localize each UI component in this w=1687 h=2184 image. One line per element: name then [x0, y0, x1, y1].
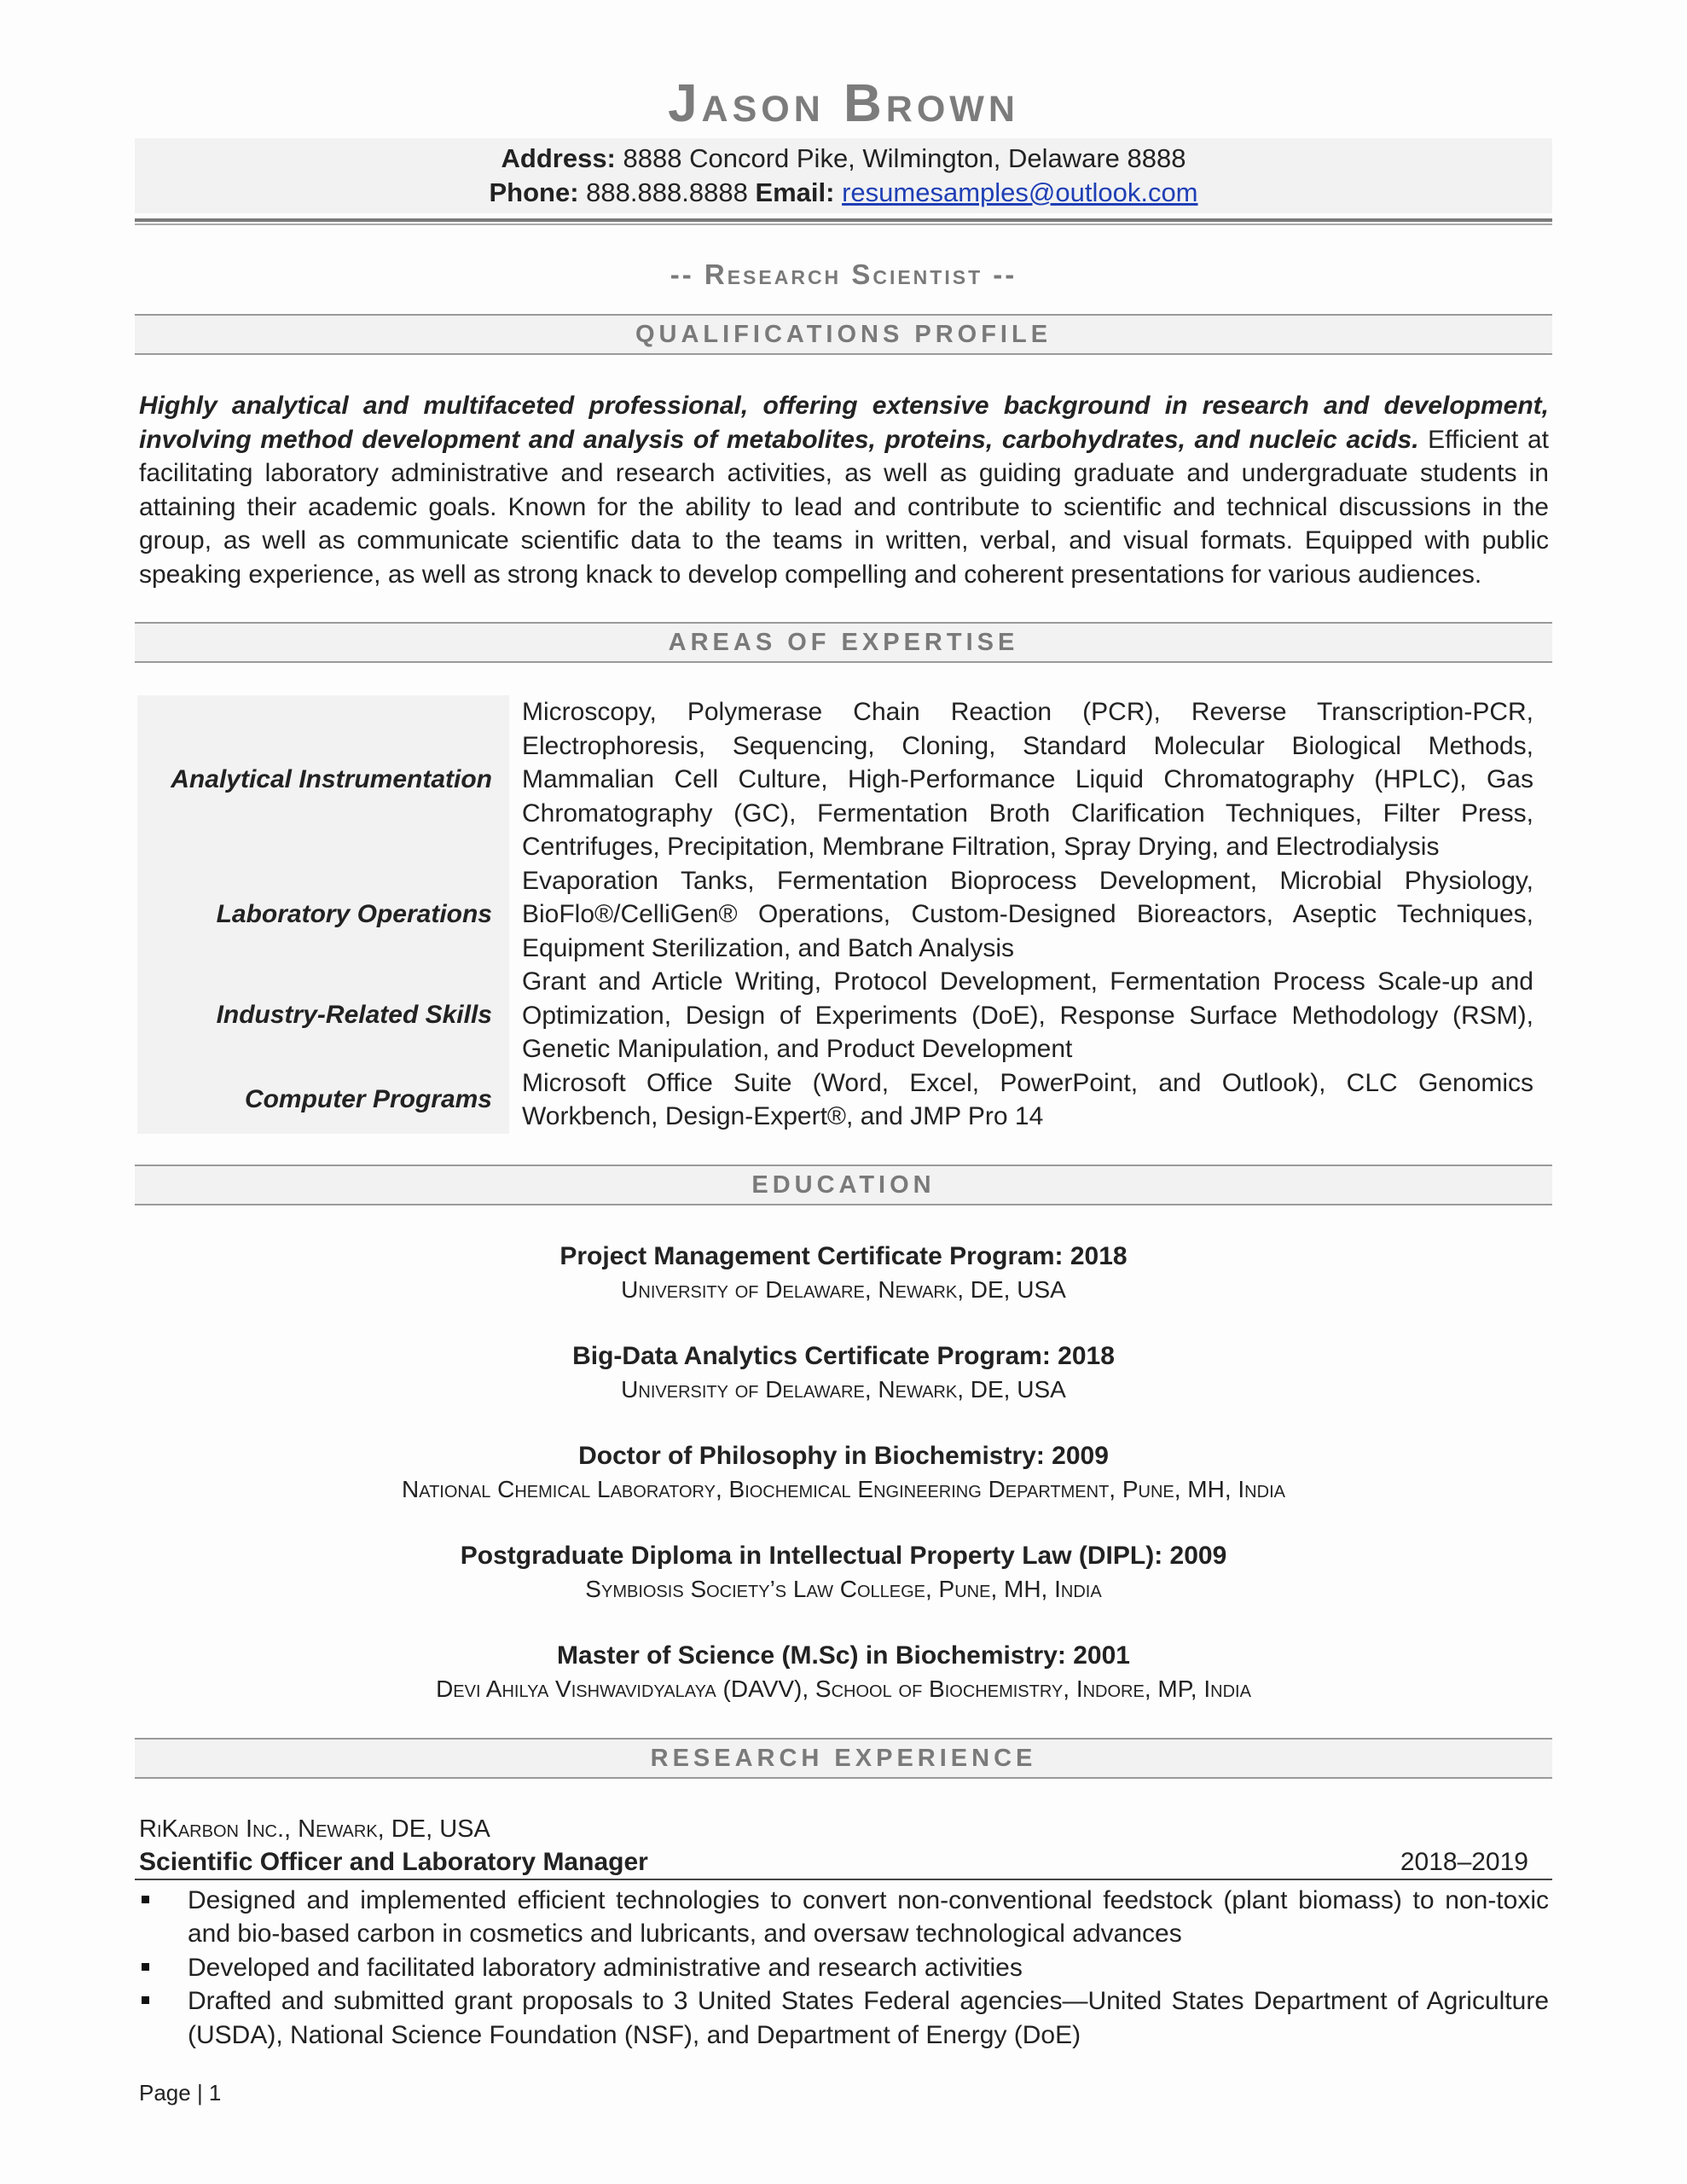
education-item [135, 1240, 1552, 1306]
experience-dates: 2018–2019 [1400, 1847, 1528, 1876]
bullet-text: Drafted and submitted grant proposals to 3 United States Federal agencies—United States Department of Agriculture (USDA), National Science Foundation (NSF), and Department of Energy (DoE) [188, 1987, 1549, 2049]
education-degree: Postgraduate Diploma in Intellectual Property Law (DIPL): 2009 [460, 1541, 1227, 1570]
expertise-value: Evaporation Tanks, Fermentation Bioprocess Development, Microbial Physiology, BioFlo®/CelliGen® Operations, Custom-Designed Bioreactors, Aseptic Techniques, Equipment Sterilization, and Batch Analysis [522, 866, 1533, 962]
section-qualifications-heading: QUALIFICATIONS PROFILE [135, 314, 1552, 355]
education-item [135, 1539, 1552, 1606]
phone-email-line [135, 176, 1552, 210]
email-link[interactable]: resumesamples@outlook.com [842, 177, 1198, 207]
role-title: -- Research Scientist -- [670, 258, 1017, 290]
expertise-label: Laboratory Operations [137, 864, 509, 966]
expertise-row [135, 864, 1552, 966]
experience-job-line [135, 1846, 1552, 1880]
expertise-row [135, 1066, 1552, 1134]
education-item [135, 1439, 1552, 1506]
education-degree: Master of Science (M.Sc) in Biochemistry: 2001 [557, 1641, 1130, 1670]
profile-body: Efficient at facilitating laboratory administrative and research activities, as well as guiding graduate and undergraduate students in attaining their academic goals. Known for the ability to lead and contribute to scientific and technical discussions in the group, as well as communicate scientific data to the teams in written, verbal, and visual formats. Equipped with public speaking experience, as well as strong knack to develop compelling and coherent presentations for various audiences. [139, 425, 1549, 589]
phone-label: Phone: [489, 177, 579, 207]
expertise-row [135, 965, 1552, 1066]
candidate-name: Jason Brown [668, 74, 1019, 133]
bullet-square-icon [142, 1963, 149, 1971]
address-value: 8888 Concord Pike, Wilmington, Delaware 8888 [623, 143, 1186, 173]
expertise-label: Industry-Related Skills [137, 965, 509, 1066]
education-school: Symbiosis Society’s Law College, Pune, MH, India [585, 1575, 1102, 1602]
education-item [135, 1339, 1552, 1406]
bullet-text: Designed and implemented efficient technologies to convert non-conventional feedstock (plant biomass) to non-toxic and bio-based carbon in cosmetics and lubricants, and oversaw technological advances [188, 1885, 1549, 1948]
contact-block [135, 138, 1552, 213]
list-item [135, 1984, 1552, 2052]
page-number: Page | 1 [139, 2080, 222, 2106]
education-item [135, 1639, 1552, 1705]
education-school: National Chemical Laboratory, Biochemical Engineering Department, Pune, MH, India [402, 1475, 1285, 1502]
qualifications-profile [135, 389, 1552, 591]
bullet-square-icon [142, 1896, 149, 1903]
education-school: University of Delaware, Newark, DE, USA [621, 1375, 1066, 1403]
education-school: University of Delaware, Newark, DE, USA [621, 1275, 1066, 1303]
education-degree: Big-Data Analytics Certificate Program: 2018 [572, 1341, 1115, 1370]
expertise-label: Analytical Instrumentation [137, 695, 509, 864]
section-expertise-heading: AREAS OF EXPERTISE [135, 622, 1552, 663]
experience-bullets [135, 1884, 1552, 2053]
bullet-text: Developed and facilitated laboratory administrative and research activities [188, 1953, 1023, 1982]
expertise-table [135, 695, 1552, 1134]
resume-content [135, 0, 1552, 2052]
education-degree: Doctor of Philosophy in Biochemistry: 2009 [578, 1441, 1109, 1470]
list-item [135, 1951, 1552, 1985]
expertise-label: Computer Programs [137, 1066, 509, 1134]
expertise-value: Microscopy, Polymerase Chain Reaction (PCR), Reverse Transcription-PCR, Electrophoresis, Sequencing, Cloning, Standard Molecular Biological Methods, Mammalian Cell Culture, High-Performance Liquid Chromatography (HPLC), Gas Chromatography (GC), Fermentation Broth Clarification Techniques, Filter Press, Centrifuges, Precipitation, Membrane Filtration, Spray Drying, and Electrodialysis [522, 698, 1533, 861]
section-experience-heading: RESEARCH EXPERIENCE [135, 1738, 1552, 1779]
experience-job-title: Scientific Officer and Laboratory Manager [139, 1847, 648, 1876]
header-rule [135, 218, 1552, 222]
address-label: Address: [501, 143, 616, 173]
header-rule-thin [135, 224, 1552, 225]
email-label: Email: [755, 177, 835, 207]
education-school: Devi Ahilya Vishwavidyalaya (DAVV), School of Biochemistry, Indore, MP, India [436, 1675, 1251, 1702]
expertise-value: Grant and Article Writing, Protocol Development, Fermentation Process Scale-up and Optimization, Design of Experiments (DoE), Response Surface Methodology (RSM), Genetic Manipulation, and Product Development [522, 967, 1533, 1063]
section-education-heading: EDUCATION [135, 1165, 1552, 1205]
address-line [135, 142, 1552, 176]
profile-lead: Highly analytical and multifaceted professional, offering extensive background in research and development, involving method development and analysis of metabolites, proteins, carbohydrates, and nucleic acids. [139, 392, 1549, 454]
education-degree: Project Management Certificate Program: 2018 [559, 1241, 1128, 1270]
expertise-row [135, 695, 1552, 864]
education-list [135, 1240, 1552, 1705]
experience-company: RiKarbon Inc., Newark, DE, USA [139, 1815, 490, 1843]
list-item [135, 1884, 1552, 1951]
phone-value: 888.888.8888 [586, 177, 748, 207]
expertise-value: Microsoft Office Suite (Word, Excel, PowerPoint, and Outlook), CLC Genomics Workbench, Design-Expert®, and JMP Pro 14 [522, 1068, 1533, 1130]
bullet-square-icon [142, 1996, 149, 2004]
